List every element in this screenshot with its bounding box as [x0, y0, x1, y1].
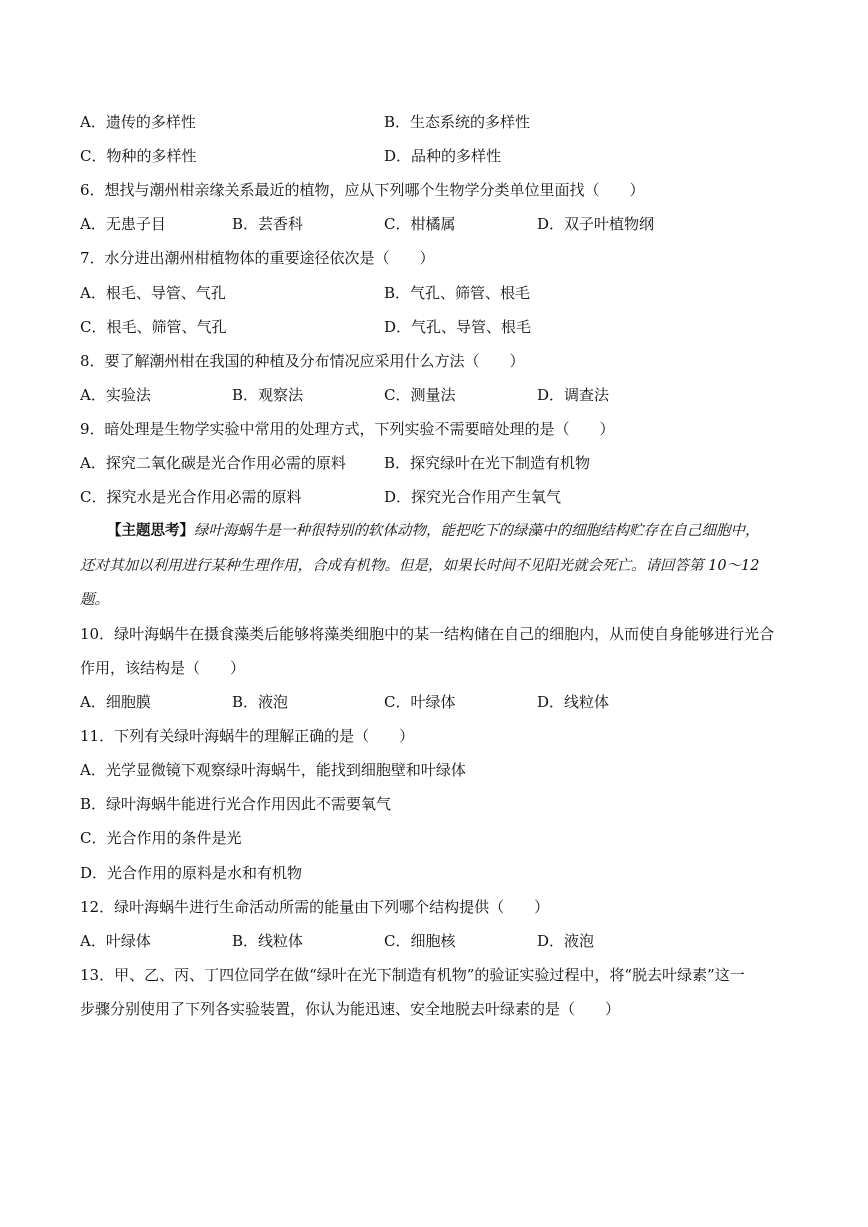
- theme-line-2: 还对其加以利用进行某种生理作用，合成有机物。但是，如果长时间不见阳光就会死亡。请回答第 10～12: [80, 558, 760, 574]
- q12-option-d: D．液泡: [537, 932, 595, 950]
- theme-line-1: [107, 521, 817, 541]
- q12-option-c: C．细胞核: [384, 932, 456, 950]
- q9-option-a: A．探究二氧化碳是光合作用必需的原料: [80, 454, 346, 472]
- q11-stem: 11．下列有关绿叶海蜗牛的理解正确的是（ ）: [80, 727, 415, 745]
- q11-option-b: B．绿叶海蜗牛能进行光合作用因此不需要氧气: [80, 795, 392, 813]
- q9-option-c: C．探究水是光合作用必需的原料: [80, 488, 302, 506]
- q10-stem-1: 10．绿叶海蜗牛在摄食藻类后能够将藻类细胞中的某一结构储在自己的细胞内，从而使自身能够进行光合: [80, 625, 775, 643]
- q8-option-a: A．实验法: [80, 386, 151, 404]
- q13-stem-1: 13．甲、乙、丙、丁四位同学在做“绿叶在光下制造有机物”的验证实验过程中，将“脱去叶绿素”这一: [80, 966, 745, 984]
- q10-option-d: D．线粒体: [537, 693, 610, 711]
- q12-option-a: A．叶绿体: [80, 932, 151, 950]
- q8-option-d: D．调查法: [537, 386, 610, 404]
- q11-option-c: C．光合作用的条件是光: [80, 829, 242, 847]
- q12-stem: 12．绿叶海蜗牛进行生命活动所需的能量由下列哪个结构提供（ ）: [80, 898, 550, 916]
- q13-stem-2: 步骤分别使用了下列各实验装置，你认为能迅速、安全地脱去叶绿素的是（ ）: [80, 1000, 621, 1018]
- q7-stem: 7．水分进出潮州柑植物体的重要途径依次是（ ）: [80, 249, 435, 267]
- q10-option-c: C．叶绿体: [384, 693, 456, 711]
- q8-stem: 8．要了解潮州柑在我国的种植及分布情况应采用什么方法（ ）: [80, 352, 525, 370]
- q8-option-c: C．测量法: [384, 386, 456, 404]
- q5-option-d: D．品种的多样性: [384, 147, 502, 165]
- q5-option-c: C．物种的多样性: [80, 147, 197, 165]
- q6-option-a: A．无患子目: [80, 215, 166, 233]
- q11-option-d: D．光合作用的原料是水和有机物: [80, 864, 303, 882]
- q5-option-b: B．生态系统的多样性: [384, 113, 531, 131]
- q10-stem-2: 作用，该结构是（ ）: [80, 659, 246, 677]
- q7-option-a: A．根毛、导管、气孔: [80, 284, 226, 302]
- q8-option-b: B．观察法: [232, 386, 304, 404]
- q9-option-d: D．探究光合作用产生氧气: [384, 488, 562, 506]
- q7-option-d: D．气孔、导管、根毛: [384, 318, 532, 336]
- q7-option-b: B．气孔、筛管、根毛: [384, 284, 531, 302]
- q7-option-c: C．根毛、筛管、气孔: [80, 318, 227, 336]
- q10-option-b: B．液泡: [232, 693, 289, 711]
- theme-text-1: 绿叶海蜗牛是一种很特别的软体动物，能把吃下的绿藻中的细胞结构贮存在自己细胞中，: [194, 523, 760, 539]
- q9-option-b: B．探究绿叶在光下制造有机物: [384, 454, 591, 472]
- q6-option-b: B．芸香科: [232, 215, 304, 233]
- q6-option-d: D．双子叶植物纲: [537, 215, 655, 233]
- q9-stem: 9．暗处理是生物学实验中常用的处理方式，下列实验不需要暗处理的是（ ）: [80, 420, 615, 438]
- theme-label: 【主题思考】: [107, 522, 194, 539]
- q10-option-a: A．细胞膜: [80, 693, 151, 711]
- q11-option-a: A．光学显微镜下观察绿叶海蜗牛，能找到细胞壁和叶绿体: [80, 761, 466, 779]
- q12-option-b: B．线粒体: [232, 932, 304, 950]
- q6-option-c: C．柑橘属: [384, 215, 456, 233]
- theme-line-3: 题。: [80, 592, 109, 608]
- q6-stem: 6．想找与潮州柑亲缘关系最近的植物，应从下列哪个生物学分类单位里面找（ ）: [80, 181, 645, 199]
- q5-option-a: A．遗传的多样性: [80, 113, 196, 131]
